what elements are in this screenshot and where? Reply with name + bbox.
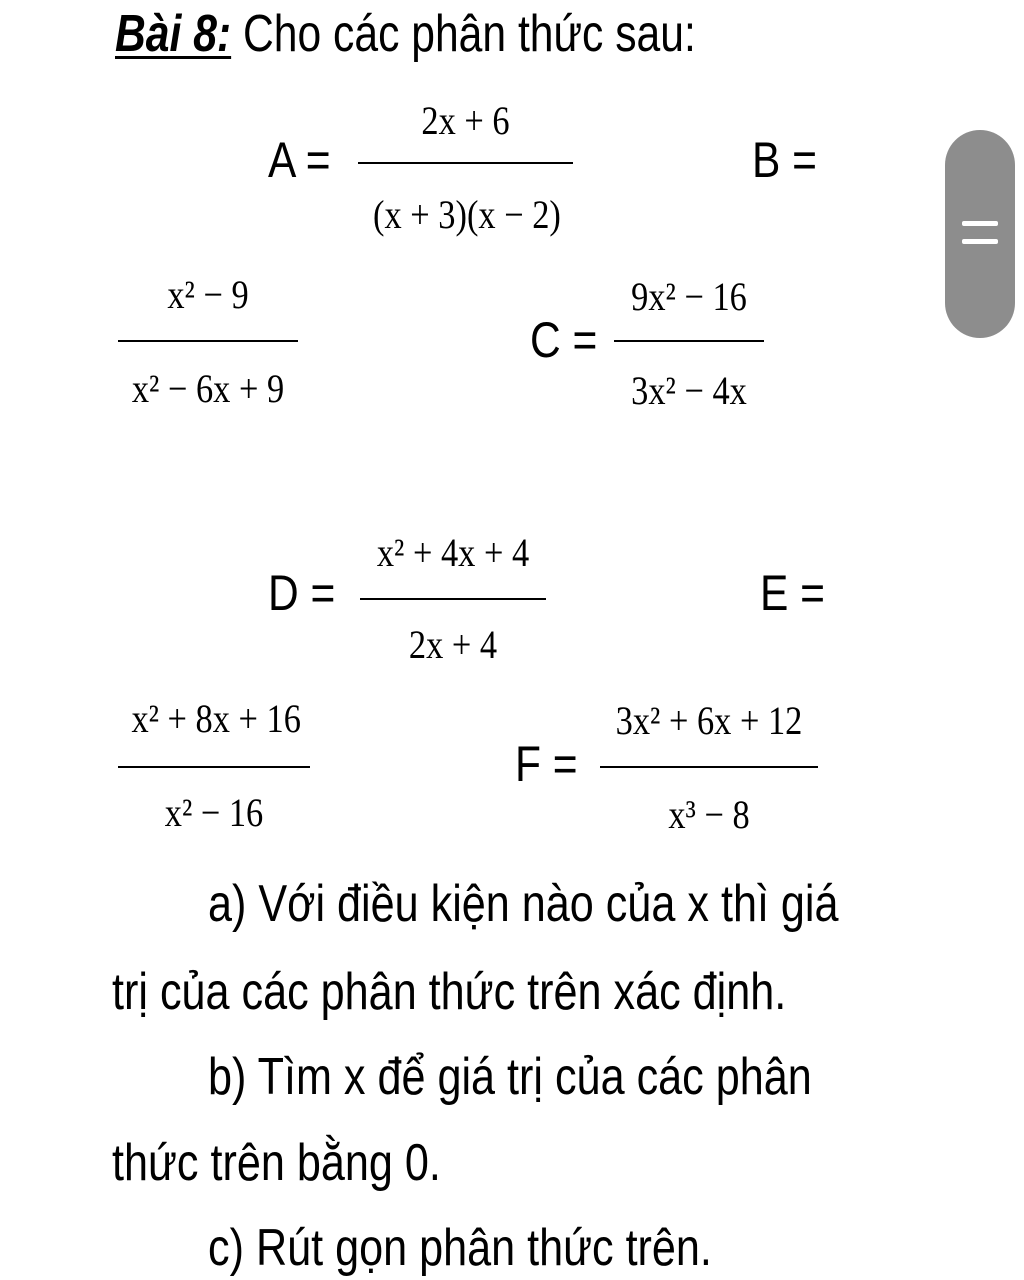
- fraction-e-label: E =: [760, 565, 825, 621]
- fraction-a-bar: [358, 162, 573, 164]
- question-b-line-2: thức trên bằng 0.: [112, 1134, 441, 1192]
- question-a-line-2: trị của các phân thức trên xác định.: [112, 963, 787, 1021]
- fraction-f-bar: [600, 766, 818, 768]
- fraction-a: [358, 98, 573, 238]
- fraction-a-numerator: 2x + 6: [421, 98, 510, 143]
- fraction-f-denominator: x³ − 8: [668, 792, 750, 837]
- fraction-e: [118, 696, 310, 836]
- fraction-c-bar: [614, 340, 764, 342]
- fraction-d-denominator: 2x + 4: [408, 622, 498, 667]
- fraction-c-denominator: 3x² − 4x: [631, 368, 747, 413]
- fraction-f-label: F =: [515, 736, 578, 792]
- fraction-b-numerator: x² − 9: [167, 272, 249, 317]
- fraction-b-label: B =: [752, 132, 817, 188]
- fraction-f: [600, 698, 818, 838]
- question-b-line-1: b) Tìm x để giá trị của các phân: [208, 1048, 812, 1106]
- exercise-title: Cho các phân thức sau:: [242, 5, 696, 63]
- fraction-a-denominator: (x + 3)(x − 2): [373, 192, 561, 237]
- fraction-d: [360, 530, 546, 668]
- fraction-b-denominator: x² − 6x + 9: [131, 366, 285, 411]
- fraction-e-bar: [118, 766, 310, 768]
- fraction-b-bar: [118, 340, 298, 342]
- scroll-handle[interactable]: [945, 130, 1015, 338]
- fraction-d-numerator: x² + 4x + 4: [376, 530, 530, 575]
- fraction-b: [118, 272, 298, 412]
- fraction-a-label: A =: [268, 132, 331, 188]
- question-c-line-1: c) Rút gọn phân thức trên.: [208, 1219, 712, 1277]
- exercise-label: Bài 8:: [115, 5, 232, 63]
- exercise-heading: [115, 4, 696, 64]
- fraction-c-label: C =: [530, 312, 598, 368]
- fraction-d-label: D =: [268, 565, 336, 621]
- fraction-d-bar: [360, 598, 546, 600]
- fraction-f-numerator: 3x² + 6x + 12: [615, 698, 803, 743]
- fraction-e-numerator: x² + 8x + 16: [131, 696, 301, 741]
- fraction-e-denominator: x² − 16: [164, 790, 264, 835]
- fraction-c-numerator: 9x² − 16: [631, 274, 747, 319]
- fraction-c: [614, 274, 764, 414]
- question-a-line-1: a) Với điều kiện nào của x thì giá: [208, 875, 839, 933]
